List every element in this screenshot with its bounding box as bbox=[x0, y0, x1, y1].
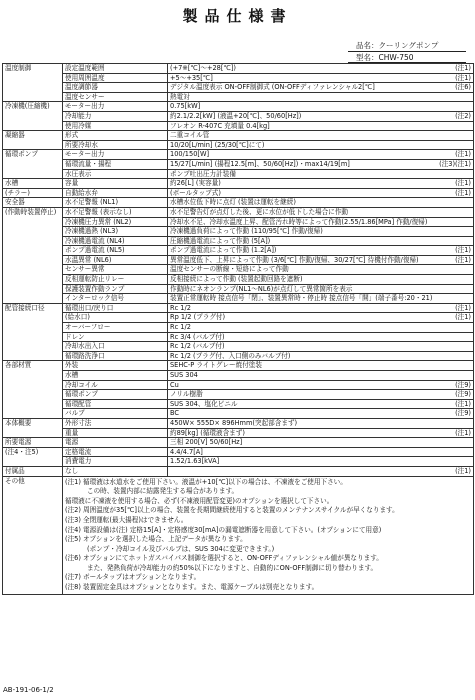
item-cell: 水不足警報 (NL1) bbox=[63, 198, 168, 208]
spec-row bbox=[3, 227, 474, 237]
item-cell: 冷却水出入口 bbox=[63, 342, 168, 352]
spec-row bbox=[3, 447, 474, 457]
value-text: SEHC-P ライトグレー焼付塗装 bbox=[170, 361, 262, 370]
category-cell: 凝縮器 bbox=[3, 131, 63, 150]
item-cell: 冷却能力 bbox=[63, 111, 168, 121]
spec-row bbox=[3, 64, 474, 74]
spec-row bbox=[3, 303, 474, 313]
note-line: また、発熱負荷が冷却能力の約50%以下になりますと、自動的にON-OFF制御に切り替わります。 bbox=[87, 563, 378, 572]
value-text: Rc 1/2 bbox=[170, 323, 191, 332]
item-cell: 形式 bbox=[63, 131, 168, 141]
value-cell bbox=[168, 236, 474, 246]
spec-row bbox=[3, 102, 474, 112]
item-cell: 水不足警報 (表示なし) bbox=[63, 207, 168, 217]
spec-table-body bbox=[3, 64, 474, 595]
value-text: 温度センサーの断線・短絡によって作動 bbox=[170, 265, 289, 274]
item-cell: 所要冷却水 bbox=[63, 140, 168, 150]
spec-row bbox=[3, 332, 474, 342]
value-cell bbox=[168, 207, 474, 217]
note-ref: (注1) bbox=[455, 303, 471, 312]
value-text: 作動時にネオンランプ(NL1〜NL6)が点灯して異常箇所を表示 bbox=[170, 284, 353, 293]
item-cell: 外形寸法 bbox=[63, 418, 168, 428]
value-text: Cu bbox=[170, 380, 179, 389]
spec-row bbox=[3, 284, 474, 294]
other-notes-row bbox=[3, 476, 474, 594]
value-text: 反相接続によって作動 (装置起動回路を遮断) bbox=[170, 275, 303, 284]
note-line: この時、装置内部に結露発生する場合があります。 bbox=[87, 487, 239, 496]
value-cell bbox=[168, 294, 474, 304]
spec-row bbox=[3, 246, 474, 256]
value-cell bbox=[168, 150, 474, 160]
value-text: 450W× 555D× 896Hmm(突起部含まず) bbox=[170, 418, 298, 427]
spec-row bbox=[3, 399, 474, 409]
value-text: デジタル温度表示 ON-OFF制御式 (ON-OFFディファレンシャル2[℃] bbox=[170, 83, 375, 92]
value-text: 約89[kg] (循環液含まず) bbox=[170, 428, 245, 437]
value-text: 二重コイル管 bbox=[170, 131, 210, 140]
value-cell bbox=[168, 217, 474, 227]
value-text: 異常温度低下、上昇によって作動 (3/6[℃] 作動/復帰、30/27[℃] 待機付作動/復帰) bbox=[170, 255, 419, 264]
note-ref: (注1) bbox=[455, 73, 471, 82]
note-line: (注2) 周囲温度が35[℃]以上の場合、装置を長期間継続使用すると装置のメンテナンスサイクルが早くなります。 bbox=[65, 506, 399, 515]
value-cell bbox=[168, 399, 474, 409]
item-cell: 定格電流 bbox=[63, 447, 168, 457]
item-cell: 循環ポンプ bbox=[63, 390, 168, 400]
spec-row bbox=[3, 361, 474, 371]
spec-row bbox=[3, 409, 474, 419]
item-cell: オーバーフロー bbox=[63, 323, 168, 333]
value-text: Rp 1/2 (プラグ付) bbox=[170, 313, 226, 322]
spec-row bbox=[3, 207, 474, 217]
item-cell: インターロック信号 bbox=[63, 294, 168, 304]
spec-row bbox=[3, 140, 474, 150]
category-cell: 本体概要 bbox=[3, 418, 63, 437]
spec-row bbox=[3, 159, 474, 169]
value-cell bbox=[168, 447, 474, 457]
item-cell: 反相運転防止リレー bbox=[63, 275, 168, 285]
spec-row bbox=[3, 390, 474, 400]
value-text: BC bbox=[170, 409, 180, 418]
spec-row bbox=[3, 275, 474, 285]
item-cell: モーター出力 bbox=[63, 102, 168, 112]
value-cell bbox=[168, 159, 474, 169]
value-cell bbox=[168, 111, 474, 121]
category-cell: その他 bbox=[3, 476, 63, 594]
item-cell: 容量 bbox=[63, 179, 168, 189]
category-cell: 安全器 bbox=[3, 198, 63, 208]
category-cell: 水槽 bbox=[3, 179, 63, 189]
note-ref: (注1) bbox=[455, 399, 471, 408]
item-cell: 水圧表示 bbox=[63, 169, 168, 179]
item-cell: 設定温度範囲 bbox=[63, 64, 168, 74]
item-cell: 冷凍機過電流 (NL4) bbox=[63, 236, 168, 246]
value-text: Rc 1/2 bbox=[170, 303, 191, 312]
value-cell bbox=[168, 169, 474, 179]
category-cell: 各部材質 bbox=[3, 361, 63, 419]
spec-row bbox=[3, 342, 474, 352]
spec-row bbox=[3, 131, 474, 141]
spec-row bbox=[3, 198, 474, 208]
value-cell bbox=[168, 380, 474, 390]
product-name-value: クーリングポンプ bbox=[378, 41, 439, 50]
value-text: 1.52/1.63[kVA] bbox=[170, 457, 220, 466]
value-text: (ボールタップ式) bbox=[170, 188, 221, 197]
spec-row bbox=[3, 380, 474, 390]
note-line: (注3) 全閉運転(最大揚程)はできません。 bbox=[65, 515, 188, 524]
item-cell: 冷凍機過熱 (NL3) bbox=[63, 227, 168, 237]
note-ref: (注1) bbox=[455, 64, 471, 72]
spec-row bbox=[3, 188, 474, 198]
note-line: (注5) オプションを選択した場合、上記データが異なります。 bbox=[65, 535, 247, 544]
value-text: 冷凍機過負荷によって作動 (110/95[℃] 作動/復帰) bbox=[170, 227, 323, 236]
note-ref: (注1) bbox=[455, 246, 471, 255]
value-text: 約2.1/2.2[kW] (液温+20[℃]、50/60[Hz]) bbox=[170, 111, 302, 120]
category-cell: (チラー) bbox=[3, 188, 63, 198]
value-cell bbox=[168, 198, 474, 208]
item-cell: 外装 bbox=[63, 361, 168, 371]
item-cell: 冷却コイル bbox=[63, 380, 168, 390]
value-text: Rc 1/2 (プラグ付、入口側のみバルブ付) bbox=[170, 351, 291, 360]
value-cell bbox=[168, 351, 474, 361]
item-cell: 水温異常 (NL6) bbox=[63, 255, 168, 265]
value-text: ノリル樹脂 bbox=[170, 390, 203, 399]
value-text: 4.4/4.7[A] bbox=[170, 447, 203, 456]
value-text: ポンプ過電流によって作動 (1.2[A]) bbox=[170, 246, 277, 255]
note-ref: (注1) bbox=[455, 150, 471, 159]
item-cell: センサー異常 bbox=[63, 265, 168, 275]
spec-row bbox=[3, 466, 474, 476]
product-name-label: 品名： bbox=[356, 41, 379, 50]
item-cell: バルブ bbox=[63, 409, 168, 419]
value-text: フレオン R-407C 充填量 0.4[kg] bbox=[170, 121, 270, 130]
spec-row bbox=[3, 169, 474, 179]
note-ref: (注6) bbox=[455, 83, 471, 92]
spec-row bbox=[3, 265, 474, 275]
value-cell bbox=[168, 323, 474, 333]
value-text: 水槽水位低下時に点灯 (装置は運転を継続) bbox=[170, 198, 296, 207]
page-title: 製品仕様書 bbox=[182, 7, 293, 25]
value-cell bbox=[168, 428, 474, 438]
note-ref: (注9) bbox=[455, 409, 471, 418]
item-cell: 使用周囲温度 bbox=[63, 73, 168, 83]
value-cell bbox=[168, 140, 474, 150]
value-text: 0.75[kW] bbox=[170, 102, 201, 111]
item-cell: なし bbox=[63, 466, 168, 476]
spec-row bbox=[3, 418, 474, 428]
value-cell bbox=[168, 457, 474, 467]
value-text: 水不足警告灯が点灯した後、更に水位が低下した場合に作動 bbox=[170, 207, 349, 216]
value-cell bbox=[168, 131, 474, 141]
item-cell: 使用冷媒 bbox=[63, 121, 168, 131]
item-cell: 循環路洗浄口 bbox=[63, 351, 168, 361]
value-cell bbox=[168, 92, 474, 102]
spec-row bbox=[3, 313, 474, 323]
category-cell: 循環ポンプ bbox=[3, 150, 63, 179]
spec-row bbox=[3, 323, 474, 333]
item-cell: 電源 bbox=[63, 438, 168, 448]
value-cell bbox=[168, 188, 474, 198]
spec-row bbox=[3, 371, 474, 381]
spec-row bbox=[3, 73, 474, 83]
spec-row bbox=[3, 92, 474, 102]
value-text: 約26[L] (実容量) bbox=[170, 179, 221, 188]
spec-row bbox=[3, 457, 474, 467]
value-cell bbox=[168, 121, 474, 131]
note-line: (注8) 装置固定金具はオプションとなります。また、電源ケーブルは別売となります。 bbox=[65, 583, 319, 592]
value-cell bbox=[168, 275, 474, 285]
item-cell: ポンプ過電流 (NL5) bbox=[63, 246, 168, 256]
spec-table bbox=[2, 63, 474, 595]
spec-row bbox=[3, 236, 474, 246]
category-cell: 付属品 bbox=[3, 466, 63, 476]
item-cell: ドレン bbox=[63, 332, 168, 342]
item-cell: 循環出口/戻り口 bbox=[63, 303, 168, 313]
value-text: SUS 304、塩化ビニル bbox=[170, 399, 238, 408]
note-ref: (注1) bbox=[455, 466, 471, 475]
item-cell: 重量 bbox=[63, 428, 168, 438]
item-cell: 保護装置作動ランプ bbox=[63, 284, 168, 294]
note-line: (注7) ボールタップはオプションとなります。 bbox=[65, 573, 201, 582]
value-text: 圧縮機過電流によって作動 (5[A]) bbox=[170, 236, 271, 245]
value-text: +5〜+35[℃] bbox=[170, 73, 213, 82]
model-name-label: 型名： bbox=[356, 53, 379, 62]
value-text: Rc 3/4 (バルブ付) bbox=[170, 332, 225, 341]
category-cell: 配管接続口径 bbox=[3, 303, 63, 361]
note-ref: (注1) bbox=[455, 255, 471, 264]
value-cell bbox=[168, 438, 474, 448]
category-cell: (注4・注5) bbox=[3, 447, 63, 466]
item-cell: 温度センサー bbox=[63, 92, 168, 102]
note-line: (注6) オプションにてホットガスバイパス制御を選択すると、ON-OFFディファレンシャル値が異なります。 bbox=[65, 554, 383, 563]
item-cell: 自動給水弁 bbox=[63, 188, 168, 198]
spec-row bbox=[3, 351, 474, 361]
value-text: 三相 200[V] 50/60[Hz] bbox=[170, 438, 243, 447]
item-cell: 循環配管 bbox=[63, 399, 168, 409]
item-cell: (給水口) bbox=[63, 313, 168, 323]
note-line: 循環液に不凍液を使用する場合、必ず(不凍液用配管変更)のオプションを選択して下さい。 bbox=[65, 496, 334, 505]
spec-row bbox=[3, 294, 474, 304]
value-cell bbox=[168, 313, 474, 323]
spec-row bbox=[3, 255, 474, 265]
value-cell bbox=[168, 332, 474, 342]
note-ref: (注3)(注1) bbox=[439, 159, 471, 168]
model-name-value: CHW-750 bbox=[378, 53, 414, 62]
value-cell bbox=[168, 342, 474, 352]
value-cell bbox=[168, 361, 474, 371]
document-number: AB-191-06-1/2 bbox=[3, 686, 54, 694]
value-text: (+7※[℃]〜+28[℃]) bbox=[170, 64, 236, 72]
value-text: 熱電対 bbox=[170, 92, 190, 101]
note-ref: (注2) bbox=[455, 111, 471, 120]
item-cell: 冷凍機圧力異常 (NL2) bbox=[63, 217, 168, 227]
note-line: (ポンプ・冷却コイル及びバルブは、SUS 304に変更できます。) bbox=[87, 544, 275, 553]
value-cell bbox=[168, 418, 474, 428]
value-text: Rc 1/2 (バルブ付) bbox=[170, 342, 225, 351]
category-cell: 所要電源 bbox=[3, 438, 63, 448]
spec-row bbox=[3, 83, 474, 93]
note-ref: (注1) bbox=[455, 188, 471, 197]
value-cell bbox=[168, 83, 474, 93]
value-cell bbox=[168, 284, 474, 294]
spec-row bbox=[3, 179, 474, 189]
value-cell bbox=[168, 179, 474, 189]
category-cell: 冷凍機(圧縮機) bbox=[3, 102, 63, 131]
value-cell bbox=[168, 73, 474, 83]
item-cell: 温度調節器 bbox=[63, 83, 168, 93]
spec-row bbox=[3, 438, 474, 448]
value-cell bbox=[168, 64, 474, 74]
value-text: SUS 304 bbox=[170, 371, 198, 379]
notes-cell bbox=[63, 476, 474, 594]
item-cell: 循環流量・揚程 bbox=[63, 159, 168, 169]
category-cell: (作動時装置停止) bbox=[3, 207, 63, 303]
spec-row bbox=[3, 121, 474, 131]
spec-row bbox=[3, 111, 474, 121]
spec-row bbox=[3, 217, 474, 227]
value-text: 100/150[W] bbox=[170, 150, 210, 159]
value-cell bbox=[168, 227, 474, 237]
product-name bbox=[356, 40, 438, 51]
item-cell: 水槽 bbox=[63, 371, 168, 381]
note-ref: (注9) bbox=[455, 380, 471, 389]
value-text: ポンプ吐出圧力計装備 bbox=[170, 169, 236, 178]
note-ref: (注1) bbox=[455, 179, 471, 188]
value-cell bbox=[168, 371, 474, 381]
note-ref: (注1) bbox=[455, 428, 471, 437]
value-cell bbox=[168, 102, 474, 112]
value-cell bbox=[168, 255, 474, 265]
value-cell bbox=[168, 246, 474, 256]
note-line: (注1) 循環液は水道水をご使用下さい。液温が+10[℃]以下の場合は、不凍液をご使用下さい。 bbox=[65, 477, 347, 486]
note-ref: (注9) bbox=[455, 390, 471, 399]
note-line: (注4) 電源設備は(注) 定格15[A]・定格感度30[mA]の漏電遮断器を用意して下さい。(オプションにて用意) bbox=[65, 525, 382, 534]
note-ref: (注1) bbox=[455, 313, 471, 322]
value-text: 15/27[L/min] (揚程12.5[m]、50/60[Hz])・max14/19[m] bbox=[170, 159, 350, 168]
value-text: 装置正常運転時 接点信号「閉」、装置異常時・停止時 接点信号「開」(端子番号:20・21) bbox=[170, 294, 433, 303]
value-cell bbox=[168, 265, 474, 275]
value-cell bbox=[168, 409, 474, 419]
item-cell: 消費電力 bbox=[63, 457, 168, 467]
spec-row bbox=[3, 150, 474, 160]
spec-row bbox=[3, 428, 474, 438]
item-cell: モーター出力 bbox=[63, 150, 168, 160]
category-cell: 温度制御 bbox=[3, 64, 63, 102]
value-cell bbox=[168, 303, 474, 313]
value-text: 10/20[L/min] (25/30[℃]にて) bbox=[170, 140, 265, 149]
value-cell bbox=[168, 466, 474, 476]
value-text: 冷却水不足、冷却水温度上昇、配管汚れ時等によって作動(2.55/1.86[MPa] 作動/復帰) bbox=[170, 217, 428, 226]
value-cell bbox=[168, 390, 474, 400]
